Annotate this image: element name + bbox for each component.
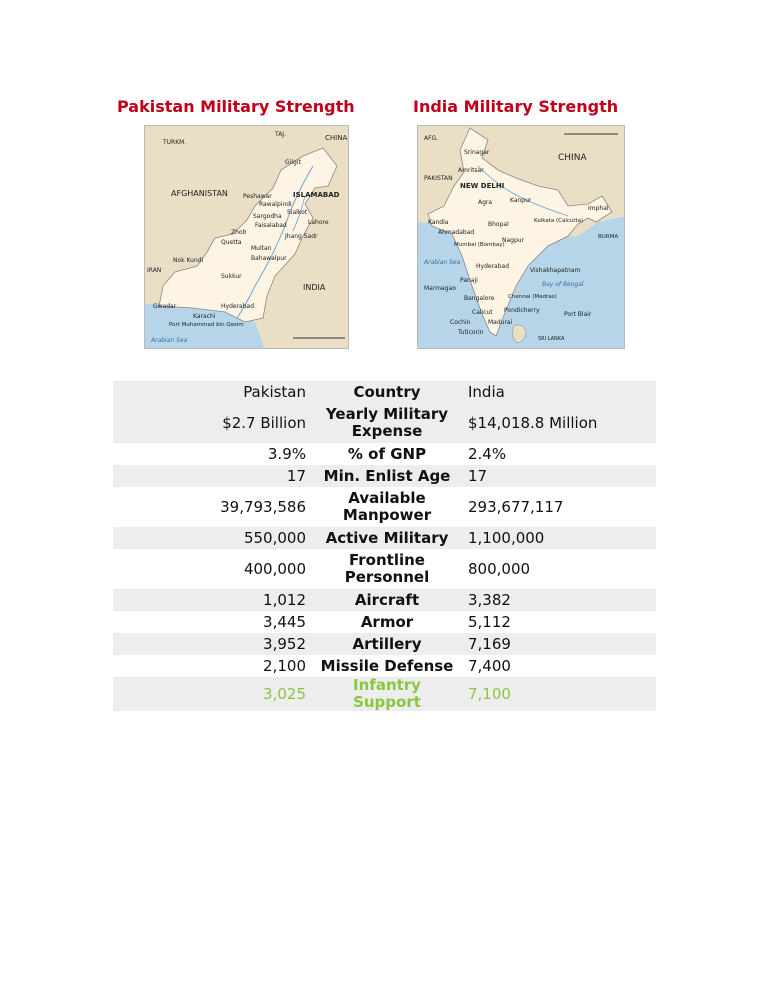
map-label: Kanpur xyxy=(510,197,532,204)
metric-label: % of GNP xyxy=(347,444,427,463)
india-map xyxy=(417,125,625,349)
pakistan-value: $2.7 Billion xyxy=(113,403,314,443)
india-value: $14,018.8 Million xyxy=(460,403,656,443)
metric-label: Armor xyxy=(360,612,414,631)
map-label: Bhopal xyxy=(488,221,509,228)
map-label: Kolkata (Calcutta) xyxy=(534,218,584,224)
table-row xyxy=(113,443,656,465)
pakistan-value: 1,012 xyxy=(113,589,314,611)
map-label: SRI LANKA xyxy=(538,336,565,342)
india-value: 17 xyxy=(460,465,656,487)
map-label: Sialkot xyxy=(287,209,308,216)
map-label: Imphal xyxy=(588,205,609,212)
map-label: Hyderabad xyxy=(221,303,254,310)
map-label: Srinagar xyxy=(464,149,490,156)
table-row xyxy=(113,677,656,711)
map-label: Amritsar xyxy=(458,167,484,174)
map-label: Pondicherry xyxy=(504,307,540,314)
india-heading: India Military Strength xyxy=(413,97,619,116)
map-label: Nagpur xyxy=(502,237,525,244)
india-value: 7,169 xyxy=(460,633,656,655)
map-label: Quetta xyxy=(221,239,242,246)
metric-label: Frontline Personnel xyxy=(344,551,430,586)
india-value: 5,112 xyxy=(468,612,511,631)
pakistan-heading: Pakistan Military Strength xyxy=(117,97,355,116)
metric-label: Available Manpower xyxy=(342,489,432,524)
map-label: Zhob xyxy=(231,229,247,236)
map-label: Peshawar xyxy=(243,193,272,200)
metric-label: Active Military xyxy=(314,527,460,549)
pakistan-value: 400,000 xyxy=(243,559,306,578)
metric-label: Missile Defense xyxy=(320,656,454,675)
india-value: 2.4% xyxy=(468,444,507,463)
map-label: IRAN xyxy=(147,267,162,274)
map-label: Nok Kundi xyxy=(173,257,204,264)
pakistan-value: 39,793,586 xyxy=(220,497,306,516)
map-label: NEW DELHI xyxy=(460,182,505,190)
map-label: Panaji xyxy=(460,277,478,284)
metric-label: Yearly Military Expense xyxy=(314,403,460,443)
map-label: Tuticorin xyxy=(458,329,484,336)
table-row xyxy=(113,611,656,633)
pakistan-value: 550,000 xyxy=(113,527,314,549)
pakistan-value: 3,025 xyxy=(113,677,314,711)
map-label: Port Blair xyxy=(564,311,592,318)
map-label: TAJ. xyxy=(275,131,286,138)
table-row xyxy=(113,527,656,549)
india-value: India xyxy=(460,381,656,403)
map-label: Karachi xyxy=(193,313,216,320)
map-label: CHINA xyxy=(325,134,348,142)
map-label: Bangalore xyxy=(464,295,495,302)
map-label: AFG. xyxy=(424,135,439,142)
table-row xyxy=(113,403,656,443)
map-label: Cochin xyxy=(450,319,471,326)
map-label: CHINA xyxy=(558,153,587,163)
map-label: Mumbai (Bombay) xyxy=(454,242,505,248)
map-label: Vishakhapatnam xyxy=(530,267,581,274)
pakistan-value: 2,100 xyxy=(263,656,306,675)
india-value: 3,382 xyxy=(460,589,656,611)
table-row xyxy=(113,549,656,589)
metric-label: Infantry Support xyxy=(314,677,460,711)
india-value: 7,100 xyxy=(460,677,656,711)
india-value: 7,400 xyxy=(468,656,511,675)
map-label: Gwadar xyxy=(153,303,177,310)
table-row xyxy=(113,381,656,403)
map-label: Calicut xyxy=(472,309,493,316)
metric-label: Min. Enlist Age xyxy=(314,465,460,487)
map-label: Ahmadabad xyxy=(438,229,475,236)
table-row xyxy=(113,487,656,527)
map-label: BURMA xyxy=(598,234,619,240)
table-row xyxy=(113,589,656,611)
india-value: 800,000 xyxy=(468,559,531,578)
military-comparison-table xyxy=(113,381,656,711)
pakistan-map xyxy=(144,125,349,349)
metric-label: Country xyxy=(314,381,460,403)
map-label: Marmagao xyxy=(424,285,456,292)
map-label: INDIA xyxy=(303,283,326,292)
map-label: Kandla xyxy=(428,219,449,226)
pakistan-value: 3,445 xyxy=(263,612,306,631)
pakistan-value: 3,952 xyxy=(113,633,314,655)
india-value: 1,100,000 xyxy=(460,527,656,549)
pakistan-value: 3.9% xyxy=(267,444,306,463)
map-label: Madurai xyxy=(488,319,513,326)
map-label: Arabian Sea xyxy=(151,337,188,344)
metric-label: Aircraft xyxy=(314,589,460,611)
map-label: PAKISTAN xyxy=(424,175,453,182)
map-label: Bay of Bengal xyxy=(542,281,584,288)
map-label: Sargodha xyxy=(253,213,282,220)
map-label: Faisalabad xyxy=(255,222,287,229)
table-row xyxy=(113,655,656,677)
map-label: ISLAMABAD xyxy=(293,191,340,199)
table-row xyxy=(113,633,656,655)
table-row xyxy=(113,465,656,487)
map-label: Jhang Sadr xyxy=(285,233,318,240)
pakistan-value: 17 xyxy=(113,465,314,487)
map-label: Hyderabad xyxy=(476,263,509,270)
map-label: Multan xyxy=(251,245,272,252)
map-label: TURKM. xyxy=(163,139,187,146)
map-label: Rawalpindi xyxy=(259,201,292,208)
map-label: AFGHANISTAN xyxy=(171,189,228,198)
map-label: Port Muhammad bin Qasim xyxy=(169,322,244,328)
map-label: Chennai (Madras) xyxy=(508,294,557,300)
pakistan-value: Pakistan xyxy=(113,381,314,403)
map-label: Bahawalpur xyxy=(251,255,287,262)
map-label: Lahore xyxy=(308,219,329,226)
map-label: Arabian Sea xyxy=(424,259,461,266)
map-label: Agra xyxy=(478,199,493,206)
india-value: 293,677,117 xyxy=(468,497,564,516)
metric-label: Artillery xyxy=(314,633,460,655)
map-label: Gilgit xyxy=(285,159,301,166)
map-label: Sukkur xyxy=(221,273,242,280)
